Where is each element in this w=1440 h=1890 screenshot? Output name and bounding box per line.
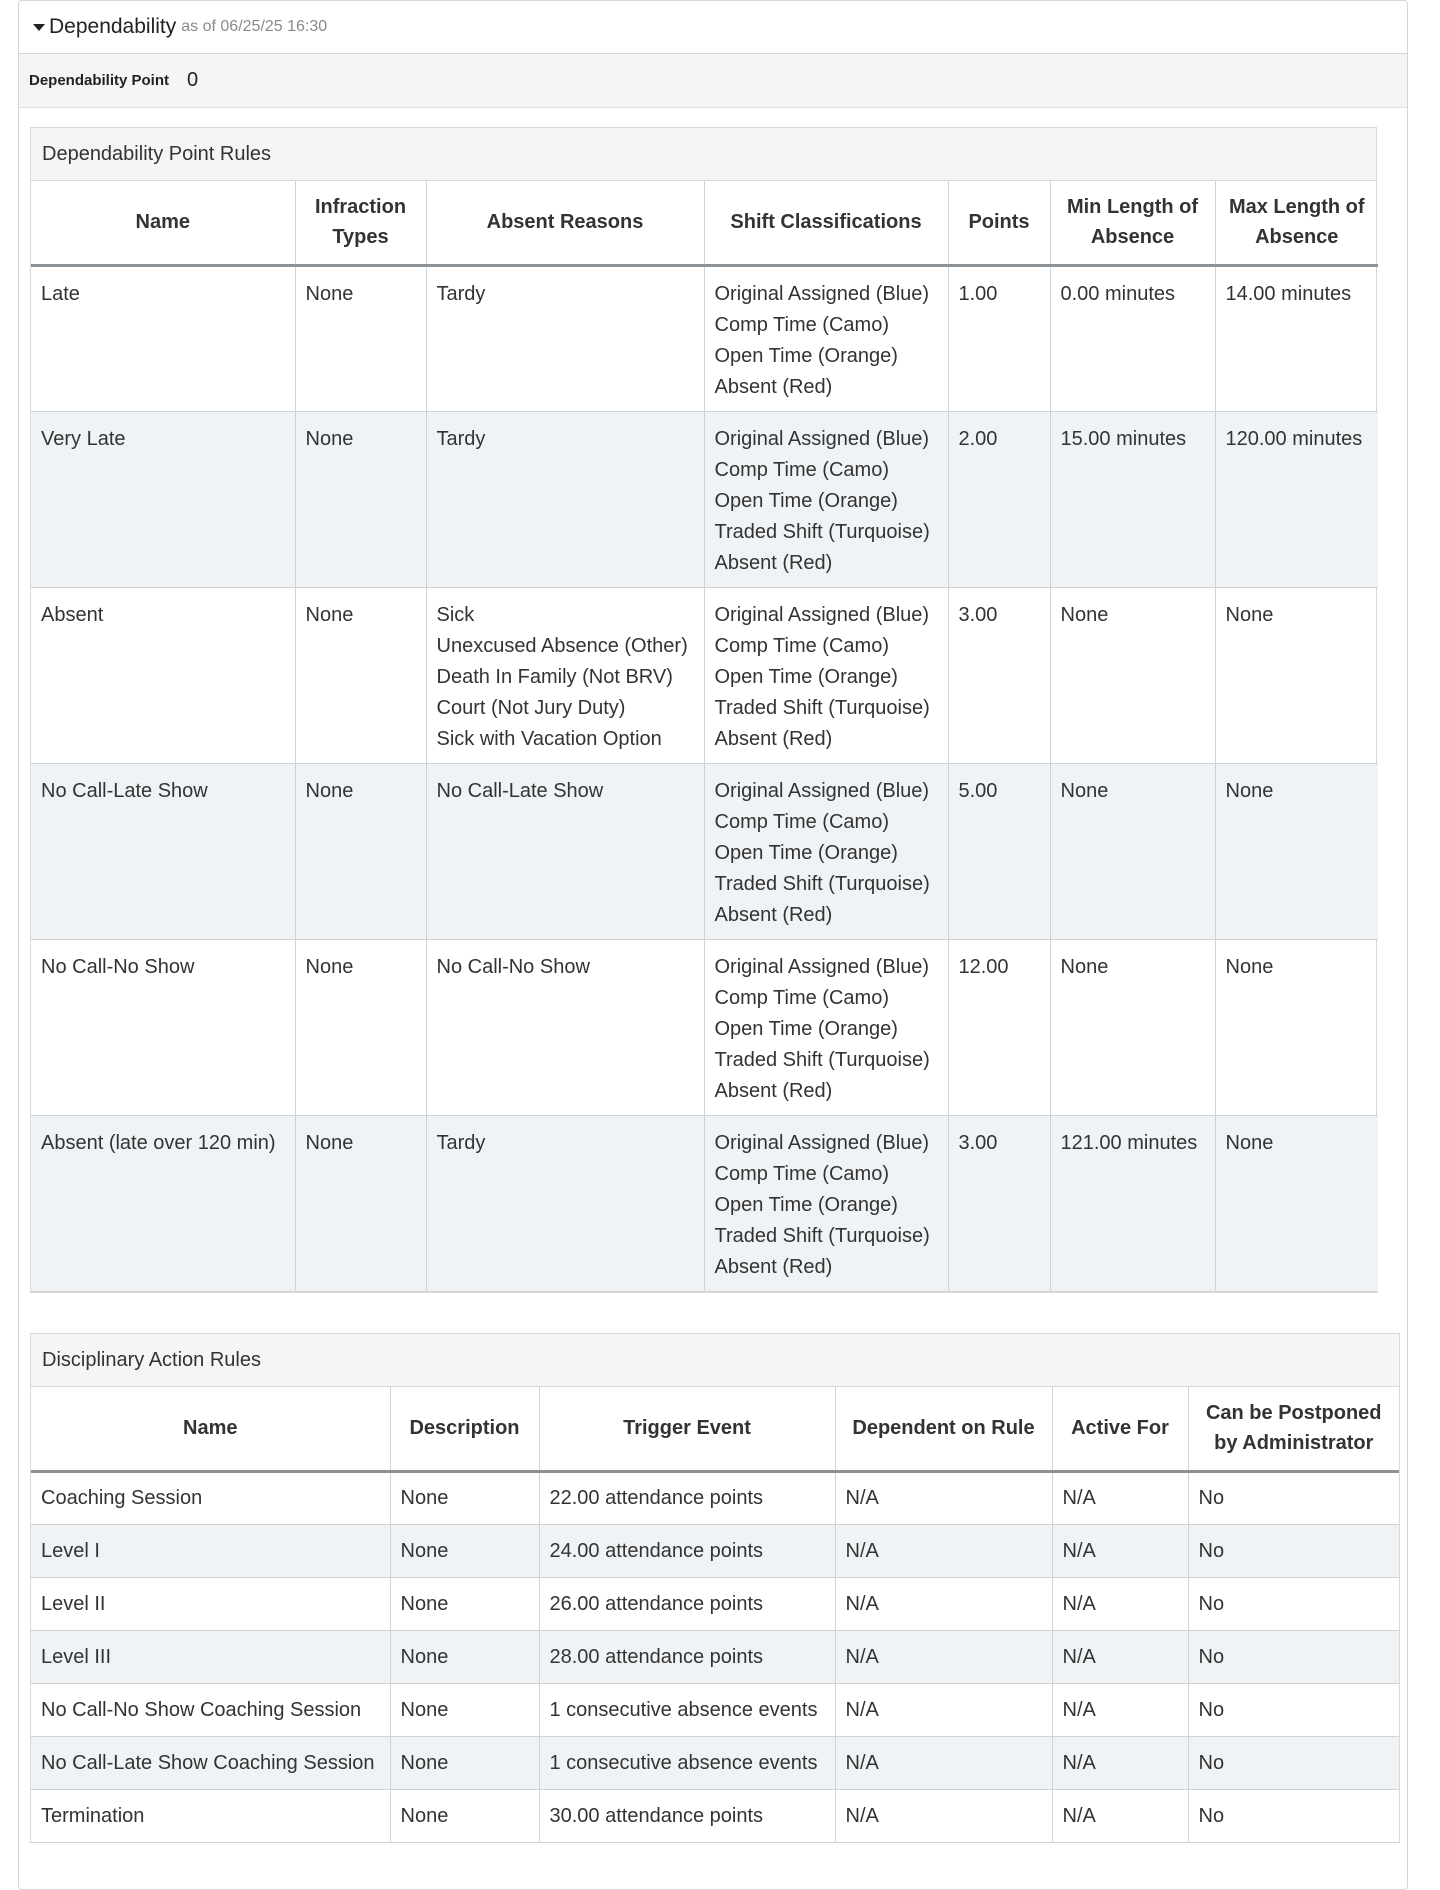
infraction-types-cell: None	[295, 1115, 426, 1291]
table-row	[31, 1630, 1399, 1683]
column-header: Description	[390, 1387, 539, 1471]
shift-classifications-cell-item: Traded Shift (Turquoise)	[714, 872, 930, 895]
table-row	[31, 1115, 1378, 1291]
absent-reasons-cell-item: Unexcused Absence (Other)	[436, 634, 688, 657]
description-cell: None	[390, 1524, 539, 1577]
table-row	[31, 1683, 1399, 1736]
shift-classifications-cell-item: Absent (Red)	[714, 903, 833, 926]
trigger-event-cell: 24.00 attendance points	[539, 1524, 835, 1577]
postponable-cell: No	[1188, 1736, 1399, 1789]
postponable-cell: No	[1188, 1577, 1399, 1630]
action-name-cell: Coaching Session	[31, 1471, 390, 1524]
active-for-cell: N/A	[1052, 1471, 1188, 1524]
points-cell: 3.00	[948, 1115, 1050, 1291]
panel-title[interactable]: Dependability	[49, 15, 177, 38]
table-row	[31, 1577, 1399, 1630]
infraction-types-cell: None	[295, 587, 426, 763]
table-row	[31, 411, 1378, 587]
column-header: Absent Reasons	[426, 181, 704, 265]
points-cell: 1.00	[948, 265, 1050, 411]
active-for-cell: N/A	[1052, 1524, 1188, 1577]
table-row	[31, 587, 1378, 763]
column-header: Active For	[1052, 1387, 1188, 1471]
dependent-rule-cell: N/A	[835, 1524, 1052, 1577]
max-length-cell: None	[1215, 763, 1378, 939]
rule-name-cell: No Call-No Show	[31, 939, 295, 1115]
shift-classifications-cell-item: Comp Time (Camo)	[714, 810, 889, 833]
min-length-cell: 121.00 minutes	[1050, 1115, 1215, 1291]
column-header: Can be Postponed by Administrator	[1188, 1387, 1399, 1471]
rule-name-cell: No Call-Late Show	[31, 763, 295, 939]
shift-classifications-cell-item: Original Assigned (Blue)	[714, 603, 930, 626]
points-cell: 12.00	[948, 939, 1050, 1115]
active-for-cell: N/A	[1052, 1789, 1188, 1842]
absent-reasons-cell	[426, 1115, 704, 1291]
action-name-cell: Termination	[31, 1789, 390, 1842]
shift-classifications-cell	[704, 763, 948, 939]
absent-reasons-cell-item: Tardy	[436, 1131, 486, 1154]
description-cell: None	[390, 1630, 539, 1683]
column-header: Infraction Types	[295, 181, 426, 265]
shift-classifications-cell-item: Traded Shift (Turquoise)	[714, 1048, 930, 1071]
shift-classifications-cell-item: Open Time (Orange)	[714, 489, 898, 512]
shift-classifications-cell-item: Original Assigned (Blue)	[714, 955, 930, 978]
description-cell: None	[390, 1683, 539, 1736]
action-rules-table	[31, 1387, 1399, 1843]
shift-classifications-cell-item: Open Time (Orange)	[714, 1017, 898, 1040]
action-rules-title: Disciplinary Action Rules	[31, 1334, 1399, 1387]
min-length-cell: None	[1050, 763, 1215, 939]
shift-classifications-cell-item: Absent (Red)	[714, 1079, 833, 1102]
panel-heading[interactable]	[19, 1, 1407, 54]
shift-classifications-cell	[704, 939, 948, 1115]
dependent-rule-cell: N/A	[835, 1736, 1052, 1789]
shift-classifications-cell-item: Original Assigned (Blue)	[714, 282, 930, 305]
postponable-cell: No	[1188, 1683, 1399, 1736]
table-row	[31, 763, 1378, 939]
action-name-cell: Level II	[31, 1577, 390, 1630]
as-of-timestamp: as of 06/25/25 16:30	[181, 18, 328, 35]
infraction-types-cell: None	[295, 763, 426, 939]
shift-classifications-cell-item: Absent (Red)	[714, 1255, 833, 1278]
max-length-cell: 120.00 minutes	[1215, 411, 1378, 587]
description-cell: None	[390, 1471, 539, 1524]
shift-classifications-cell	[704, 587, 948, 763]
point-rules-table	[31, 181, 1378, 1292]
shift-classifications-cell-item: Comp Time (Camo)	[714, 634, 889, 657]
points-cell: 5.00	[948, 763, 1050, 939]
shift-classifications-cell-item: Traded Shift (Turquoise)	[714, 520, 930, 543]
points-cell: 2.00	[948, 411, 1050, 587]
absent-reasons-cell-item: Death In Family (Not BRV)	[436, 665, 673, 688]
column-header: Name	[31, 181, 295, 265]
column-header: Points	[948, 181, 1050, 265]
shift-classifications-cell-item: Original Assigned (Blue)	[714, 427, 930, 450]
max-length-cell: None	[1215, 1115, 1378, 1291]
shift-classifications-cell	[704, 1115, 948, 1291]
dependability-point-label: Dependability Point	[29, 72, 170, 89]
absent-reasons-cell	[426, 411, 704, 587]
action-name-cell: No Call-No Show Coaching Session	[31, 1683, 390, 1736]
shift-classifications-cell-item: Absent (Red)	[714, 727, 833, 750]
absent-reasons-cell-item: Tardy	[436, 427, 486, 450]
shift-classifications-cell-item: Open Time (Orange)	[714, 841, 898, 864]
column-header: Min Length of Absence	[1050, 181, 1215, 265]
max-length-cell: None	[1215, 587, 1378, 763]
column-header: Dependent on Rule	[835, 1387, 1052, 1471]
dependent-rule-cell: N/A	[835, 1471, 1052, 1524]
min-length-cell: 15.00 minutes	[1050, 411, 1215, 587]
shift-classifications-cell	[704, 265, 948, 411]
action-name-cell: No Call-Late Show Coaching Session	[31, 1736, 390, 1789]
absent-reasons-cell-item: Tardy	[436, 282, 486, 305]
postponable-cell: No	[1188, 1630, 1399, 1683]
absent-reasons-cell	[426, 265, 704, 411]
action-name-cell: Level I	[31, 1524, 390, 1577]
dependability-point-value: 0	[187, 69, 199, 91]
trigger-event-cell: 22.00 attendance points	[539, 1471, 835, 1524]
trigger-event-cell: 1 consecutive absence events	[539, 1683, 835, 1736]
shift-classifications-cell-item: Original Assigned (Blue)	[714, 1131, 930, 1154]
absent-reasons-cell-item: No Call-No Show	[436, 955, 590, 978]
dependent-rule-cell: N/A	[835, 1577, 1052, 1630]
trigger-event-cell: 30.00 attendance points	[539, 1789, 835, 1842]
max-length-cell: 14.00 minutes	[1215, 265, 1378, 411]
table-row	[31, 1736, 1399, 1789]
active-for-cell: N/A	[1052, 1736, 1188, 1789]
shift-classifications-cell-item: Comp Time (Camo)	[714, 1162, 889, 1185]
disciplinary-action-rules	[30, 1333, 1400, 1843]
shift-classifications-cell-item: Comp Time (Camo)	[714, 986, 889, 1009]
table-row	[31, 265, 1378, 411]
rule-name-cell: Very Late	[31, 411, 295, 587]
point-rules-title: Dependability Point Rules	[31, 128, 1376, 181]
absent-reasons-cell	[426, 587, 704, 763]
point-rules-header-row	[31, 181, 1378, 265]
dependent-rule-cell: N/A	[835, 1683, 1052, 1736]
shift-classifications-cell-item: Open Time (Orange)	[714, 1193, 898, 1216]
shift-classifications-cell-item: Open Time (Orange)	[714, 344, 898, 367]
trigger-event-cell: 1 consecutive absence events	[539, 1736, 835, 1789]
shift-classifications-cell-item: Comp Time (Camo)	[714, 458, 889, 481]
shift-classifications-cell-item: Open Time (Orange)	[714, 665, 898, 688]
postponable-cell: No	[1188, 1789, 1399, 1842]
description-cell: None	[390, 1736, 539, 1789]
shift-classifications-cell	[704, 411, 948, 587]
active-for-cell: N/A	[1052, 1577, 1188, 1630]
table-row	[31, 939, 1378, 1115]
shift-classifications-cell-item: Traded Shift (Turquoise)	[714, 696, 930, 719]
shift-classifications-cell-item: Absent (Red)	[714, 551, 833, 574]
shift-classifications-cell-item: Traded Shift (Turquoise)	[714, 1224, 930, 1247]
absent-reasons-cell-item: Court (Not Jury Duty)	[436, 696, 626, 719]
points-cell: 3.00	[948, 587, 1050, 763]
caret-down-icon[interactable]	[33, 24, 45, 31]
min-length-cell: 0.00 minutes	[1050, 265, 1215, 411]
min-length-cell: None	[1050, 587, 1215, 763]
action-rules-header-row	[31, 1387, 1399, 1471]
description-cell: None	[390, 1789, 539, 1842]
infraction-types-cell: None	[295, 939, 426, 1115]
active-for-cell: N/A	[1052, 1683, 1188, 1736]
rule-name-cell: Late	[31, 265, 295, 411]
infraction-types-cell: None	[295, 411, 426, 587]
rule-name-cell: Absent	[31, 587, 295, 763]
column-header: Trigger Event	[539, 1387, 835, 1471]
column-header: Max Length of Absence	[1215, 181, 1378, 265]
dependability-point-bar	[19, 54, 1407, 108]
column-header: Shift Classifications	[704, 181, 948, 265]
absent-reasons-cell	[426, 939, 704, 1115]
trigger-event-cell: 26.00 attendance points	[539, 1577, 835, 1630]
postponable-cell: No	[1188, 1524, 1399, 1577]
table-row	[31, 1524, 1399, 1577]
dependent-rule-cell: N/A	[835, 1630, 1052, 1683]
absent-reasons-cell	[426, 763, 704, 939]
absent-reasons-cell-item: No Call-Late Show	[436, 779, 604, 802]
max-length-cell: None	[1215, 939, 1378, 1115]
absent-reasons-cell-item: Sick	[436, 603, 475, 626]
absent-reasons-cell-item: Sick with Vacation Option	[436, 727, 662, 750]
active-for-cell: N/A	[1052, 1630, 1188, 1683]
table-row	[31, 1471, 1399, 1524]
dependability-point-rules	[30, 127, 1377, 1293]
dependent-rule-cell: N/A	[835, 1789, 1052, 1842]
shift-classifications-cell-item: Original Assigned (Blue)	[714, 779, 930, 802]
postponable-cell: No	[1188, 1471, 1399, 1524]
rule-name-cell: Absent (late over 120 min)	[31, 1115, 295, 1291]
infraction-types-cell: None	[295, 265, 426, 411]
shift-classifications-cell-item: Comp Time (Camo)	[714, 313, 889, 336]
shift-classifications-cell-item: Absent (Red)	[714, 375, 833, 398]
action-name-cell: Level III	[31, 1630, 390, 1683]
table-row	[31, 1789, 1399, 1842]
min-length-cell: None	[1050, 939, 1215, 1115]
column-header: Name	[31, 1387, 390, 1471]
trigger-event-cell: 28.00 attendance points	[539, 1630, 835, 1683]
description-cell: None	[390, 1577, 539, 1630]
